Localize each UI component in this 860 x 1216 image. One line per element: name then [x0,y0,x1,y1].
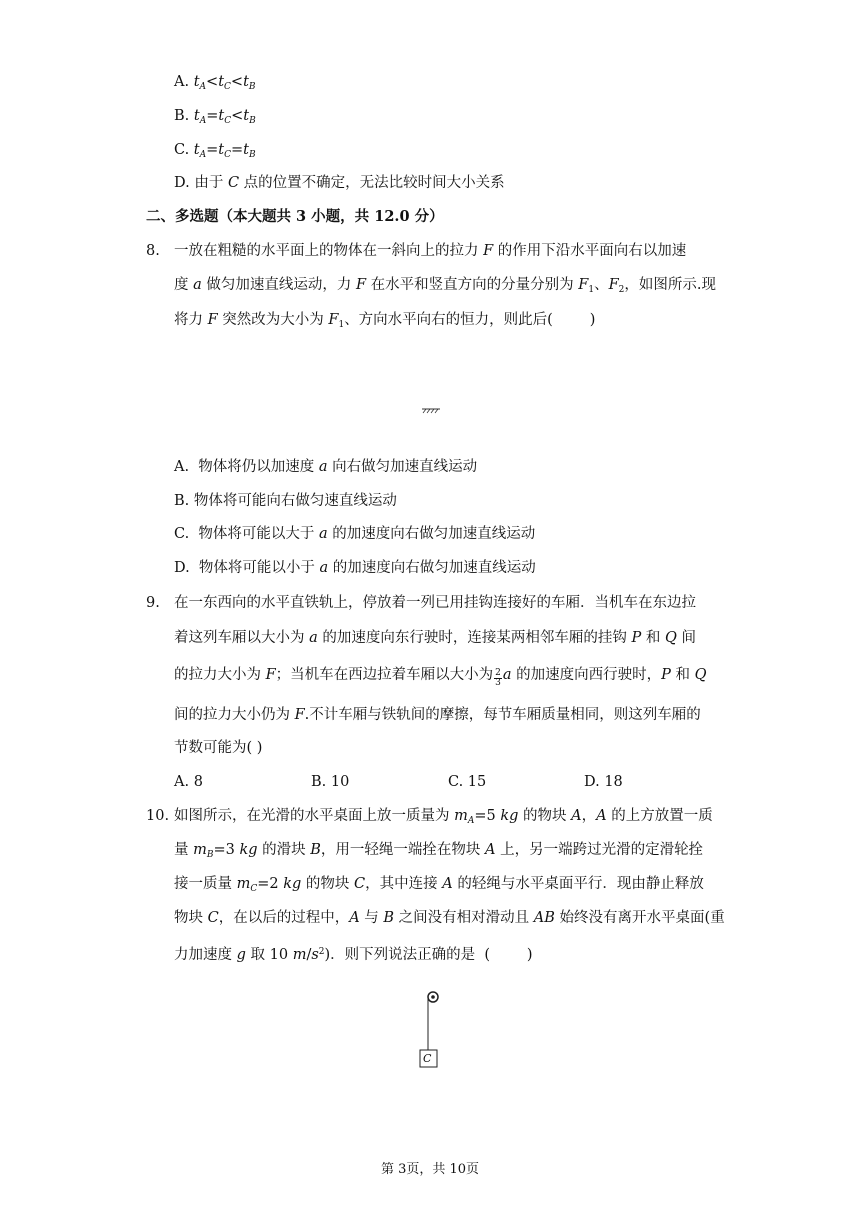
q10-stem-line2: 量 $m_B=3$ kg 的滑块 B，用一轻绳一端拴在物块 A 上，另一端跨过光滑的定滑轮拴 [174,842,704,860]
q9-option-a: A. 8 [174,774,203,790]
q10-stem-line1: 如图所示，在光滑的水平桌面上放一质量为 $m_A=5$ kg 的物块 A，A 的上方放置一质 [174,808,713,826]
q8-number: 8. [146,243,160,259]
q8-option-d: D. 物体将可能以小于 a 的加速度向右做匀加速直线运动 [174,560,536,576]
q8-option-b: B. 物体将可能向右做匀速直线运动 [174,493,397,509]
q8-option-c: C. 物体将可能以大于 a 的加速度向右做匀加速直线运动 [174,526,536,542]
q8-stem-line1: 一放在粗糙的水平面上的物体在一斜向上的拉力 F 的作用下沿水平面向右以加速 [174,243,687,259]
q9-number: 9. [146,595,160,611]
q9-stem-line2: 着这列车厢以大小为 a 的加速度向东行驶时，连接某两相邻车厢的挂钩 P 和 Q 间 [174,630,696,646]
section-header: 二、多选题（本大题共 3 小题，共 12.0 分） [146,208,444,225]
q9-stem-line5: 节数可能为( ) [174,740,263,756]
q9-stem-line4: 间的拉力大小仍为 F.不计车厢与铁轨间的摩擦，每节车厢质量相同，则这列车厢的 [174,707,701,723]
q7-option-b: B. $t_A=t_C<t_B$ [174,108,256,126]
q9-option-b: B. 10 [311,774,350,790]
q10-stem-line5: 力加速度 g 取 10 $m/s^2$)．则下列说法正确的是 ( ) [174,947,533,963]
q8-option-a: A. 物体将仍以加速度 a 向右做匀加速直线运动 [174,459,478,475]
block-c-label: C [423,1052,432,1065]
q8-stem-line3: 将力 F 突然改为大小为 $F_1$、方向水平向右的恒力，则此后( ) [174,312,596,330]
fraction-two-thirds: $\frac{2}{3}$ [495,668,501,688]
q7-option-c: C. $t_A=t_C=t_B$ [174,142,256,160]
q10-stem-line3: 接一质量 $m_C=2$ kg 的物块 C，其中连接 A 的轻绳与水平桌面平行．现由静止释放 [174,876,704,894]
q9-stem-line3: 的拉力大小为 F；当机车在西边拉着车厢以大小为 $\frac{2}{3}$ a 的加速度向西行驶时，P 和 Q [174,667,707,688]
q7-option-a: A. $t_A<t_C<t_B$ [174,74,256,92]
q8-figure-ground [421,407,441,415]
q10-stem-line4: 物块 C，在以后的过程中，A 与 B 之间没有相对滑动且 AB 始终没有离开水平桌面(重 [174,910,725,926]
page-footer: 第 3页，共 10页 [380,1162,480,1177]
q8-stem-line2: 度 a 做匀加速直线运动，力 F 在水平和竖直方向的分量分别为 $F_1$、$F_2$，如图所示.现 [174,277,716,295]
q9-stem-line1: 在一东西向的水平直铁轨上，停放着一列已用挂钩连接好的车厢．当机车在东边拉 [174,595,696,611]
q7-option-d: D. 由于 C 点的位置不确定，无法比较时间大小关系 [174,175,505,191]
q9-option-c: C. 15 [448,774,487,790]
q9-option-d: D. 18 [584,774,623,790]
q10-number: 10. [146,808,170,824]
